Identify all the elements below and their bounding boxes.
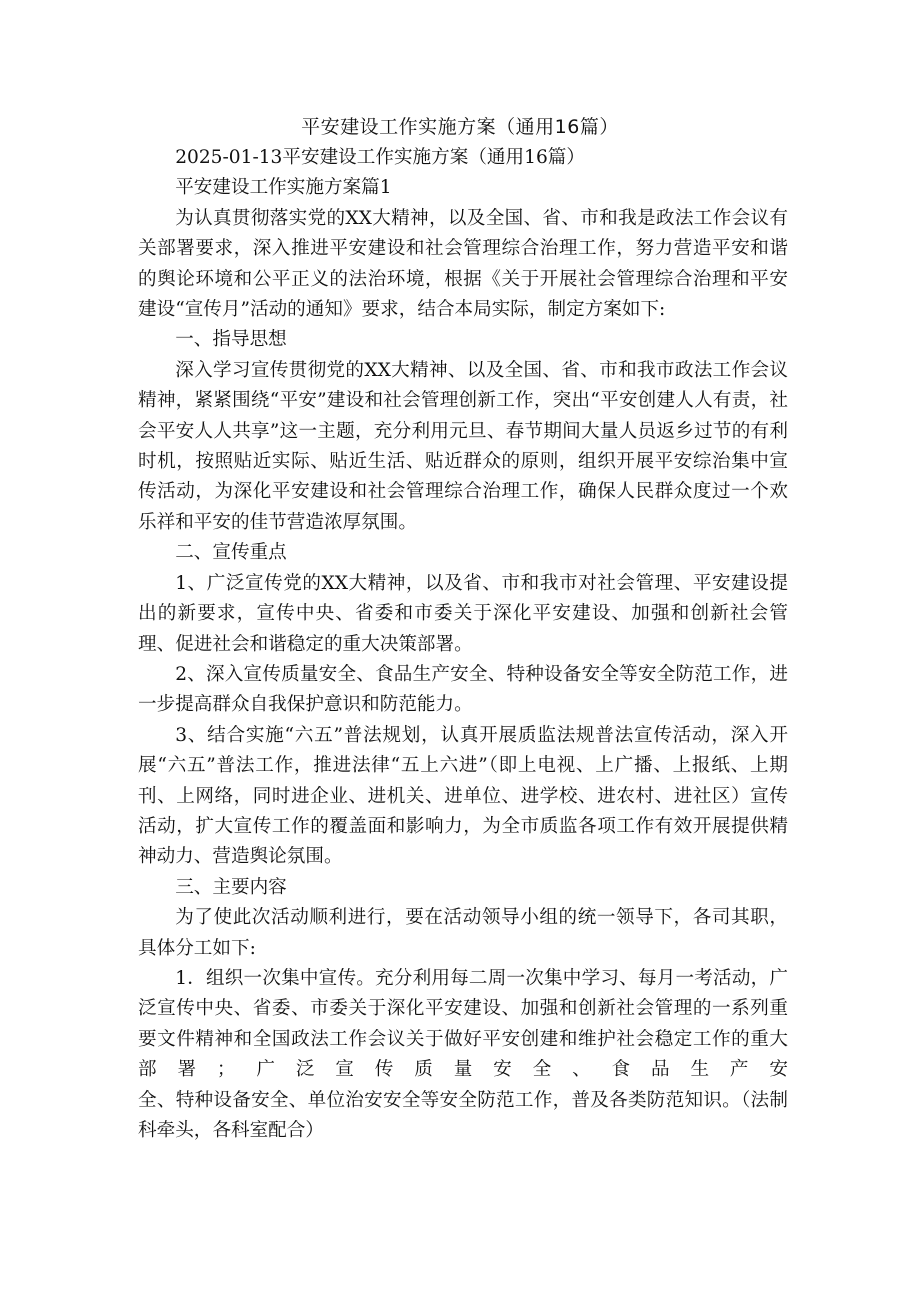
paragraph: 3、结合实施“六五”普法规划，认真开展质监法规普法宣传活动，深入开展“六五”普法工作，推进法律“五上六进”（即上电视、上广播、上报纸、上期刊、上网络，同时进企业、进机关、进单位、进学校、进农村、进社区）宣传活动，扩大宣传工作的覆盖面和影响力，为全市质监各项工作有效开展提供精神动力、营造舆论氛围。 [138, 724, 788, 868]
document-title: 平安建设工作实施方案（通用16篇） [301, 116, 619, 138]
section-heading: 三、主要内容 [175, 876, 287, 898]
paragraph: 1、广泛宣传党的XX大精神，以及省、市和我市对社会管理、平安建设提出的新要求，宣传中央、省委和市委关于深化平安建设、加强和创新社会管理、促进社会和谐稳定的重大决策部署。 [138, 572, 788, 655]
paragraph: 深入学习宣传贯彻党的XX大精神、以及全国、省、市和我市政法工作会议精神，紧紧围绕“平安”建设和社会管理创新工作，突出“平安创建人人有责，社会平安人人共享”这一主题，充分利用元旦、春节期间大量人员返乡过节的有利时机，按照贴近实际、贴近生活、贴近群众的原则，组织开展平安综治集中宣传活动，为深化平安建设和社会管理综合治理工作，确保人民群众度过一个欢乐祥和平安的佳节营造浓厚氛围。 [138, 359, 788, 533]
section-heading: 二、宣传重点 [175, 542, 287, 564]
paragraph: 1．组织一次集中宣传。充分利用每二周一次集中学习、每月一考活动，广泛宣传中央、省委、市委关于深化平安建设、加强和创新社会管理的一系列重要文件精神和全国政法工作会议关于做好平安创建和维护社会稳定工作的重大部署；广泛宣传质量安全、食品生产安 [138, 967, 788, 1081]
paragraph: 为认真贯彻落实党的XX大精神，以及全国、省、市和我是政法工作会议有关部署要求，深入推进平安建设和社会管理综合治理工作，努力营造平安和谐的舆论环境和公平正义的法治环境，根据《关于开展社会管理综合治理和平安建设“宣传月”活动的通知》要求，结合本局实际，制定方案如下: [138, 207, 788, 321]
date-line: 2025-01-13平安建设工作实施方案（通用16篇） [175, 147, 585, 168]
paragraph: 为了使此次活动顺利进行，要在活动领导小组的统一领导下，各司其职，具体分工如下: [138, 907, 788, 959]
section-heading: 一、指导思想 [175, 329, 287, 351]
paragraph: 2、深入宣传质量安全、食品生产安全、特种设备安全等安全防范工作，进一步提高群众自我保护意识和防范能力。 [138, 663, 788, 716]
paragraph-continuation: 全、特种设备安全、单位治安安全等安全防范工作，普及各类防范知识。（法制科牵头，各科室配合） [138, 1089, 788, 1141]
document-body [138, 143, 788, 1146]
section-heading: 平安建设工作实施方案篇1 [175, 177, 392, 199]
